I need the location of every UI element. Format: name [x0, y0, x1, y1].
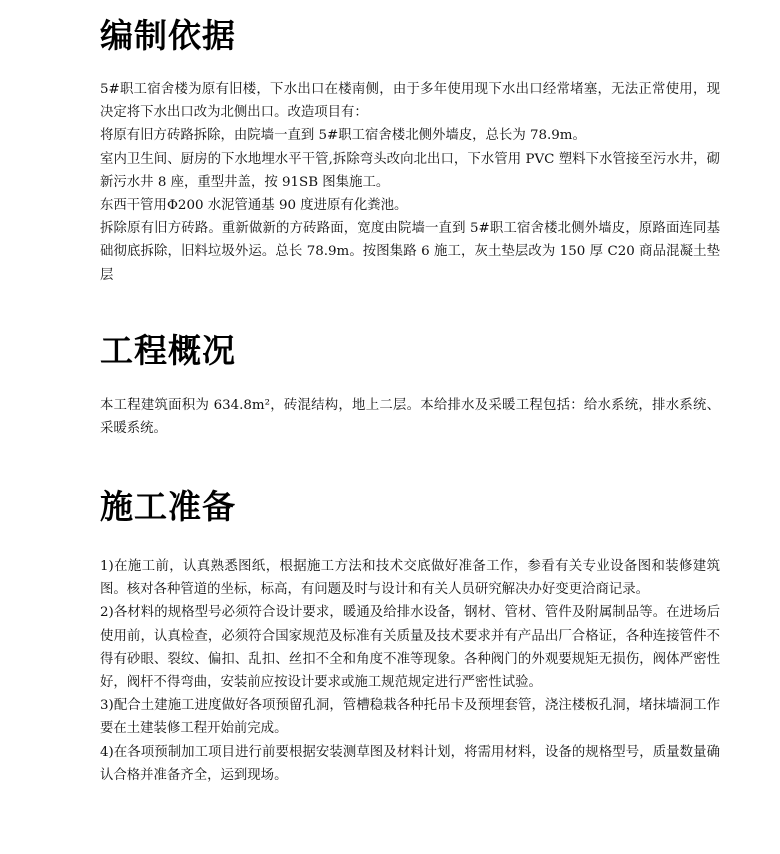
- paragraph: 2)各材料的规格型号必须符合设计要求，暖通及给排水设备，钢材、管材、管件及附属制品等。在进场后使用前，认真检查，必须符合国家规范及标准有关质量及技术要求并有产品出厂合格证，各种连接管件不得有砂眼、裂纹、偏扣、乱扣、丝扣不全和角度不准等现象。各种阀门的外观要规矩无损伤，阀体严密性好，阀杆不得弯曲，安装前应按设计要求或施工规范规定进行严密性试验。: [100, 605, 720, 691]
- section-overview: [100, 331, 720, 440]
- paragraph: 1)在施工前，认真熟悉图纸，根据施工方法和技术交底做好准备工作，参看有关专业设备图和装修建筑图。核对各种管道的坐标，标高，有问题及时与设计和有关人员研究解决办好变更洽商记录。: [100, 559, 720, 598]
- paragraph: 拆除原有旧方砖路。重新做新的方砖路面，宽度由院墙一直到 5#职工宿舍楼北侧外墙皮，原路面连同基础彻底拆除，旧料垃圾外运。总长 78.9m。按图集路 6 施工，灰土垫层改为 150 厚 C20 商品混凝土垫层: [100, 221, 720, 283]
- paragraph: 本工程建筑面积为 634.8m²，砖混结构，地上二层。本给排水及采暖工程包括：给水系统，排水系统、采暖系统。: [100, 398, 720, 437]
- paragraph: 将原有旧方砖路拆除，由院墙一直到 5#职工宿舍楼北侧外墙皮，总长为 78.9m。: [100, 128, 586, 144]
- section-body-preparation: [100, 555, 720, 787]
- section-preparation: [100, 487, 720, 787]
- paragraph: 4)在各项预制加工项目进行前要根据安装测草图及材料计划，将需用材料，设备的规格型号，质量数量确认合格并准备齐全，运到现场。: [100, 744, 720, 783]
- section-heading-preparation: 施工准备: [100, 487, 236, 526]
- section-body-overview: [100, 394, 720, 440]
- paragraph: 5#职工宿舍楼为原有旧楼，下水出口在楼南侧，由于多年使用现下水出口经常堵塞，无法正常使用，现决定将下水出口改为北侧出口。改造项目有：: [100, 82, 720, 121]
- section-basis: [100, 16, 720, 287]
- section-heading-basis: 编制依据: [100, 16, 236, 55]
- paragraph: 东西干管用Φ200 水泥管通基 90 度进原有化粪池。: [100, 198, 408, 214]
- section-body-basis: [100, 78, 720, 287]
- section-heading-overview: 工程概况: [100, 331, 236, 370]
- paragraph: 3)配合土建施工进度做好各项预留孔洞，管槽稳栽各种托吊卡及预埋套管，浇注楼板孔洞，堵抹墙洞工作要在土建装修工程开始前完成。: [100, 698, 720, 737]
- paragraph: 室内卫生间、厨房的下水地埋水平干管,拆除弯头改向北出口，下水管用 PVC 塑料下水管接至污水井，砌新污水井 8 座，重型井盖，按 91SB 图集施工。: [100, 151, 720, 190]
